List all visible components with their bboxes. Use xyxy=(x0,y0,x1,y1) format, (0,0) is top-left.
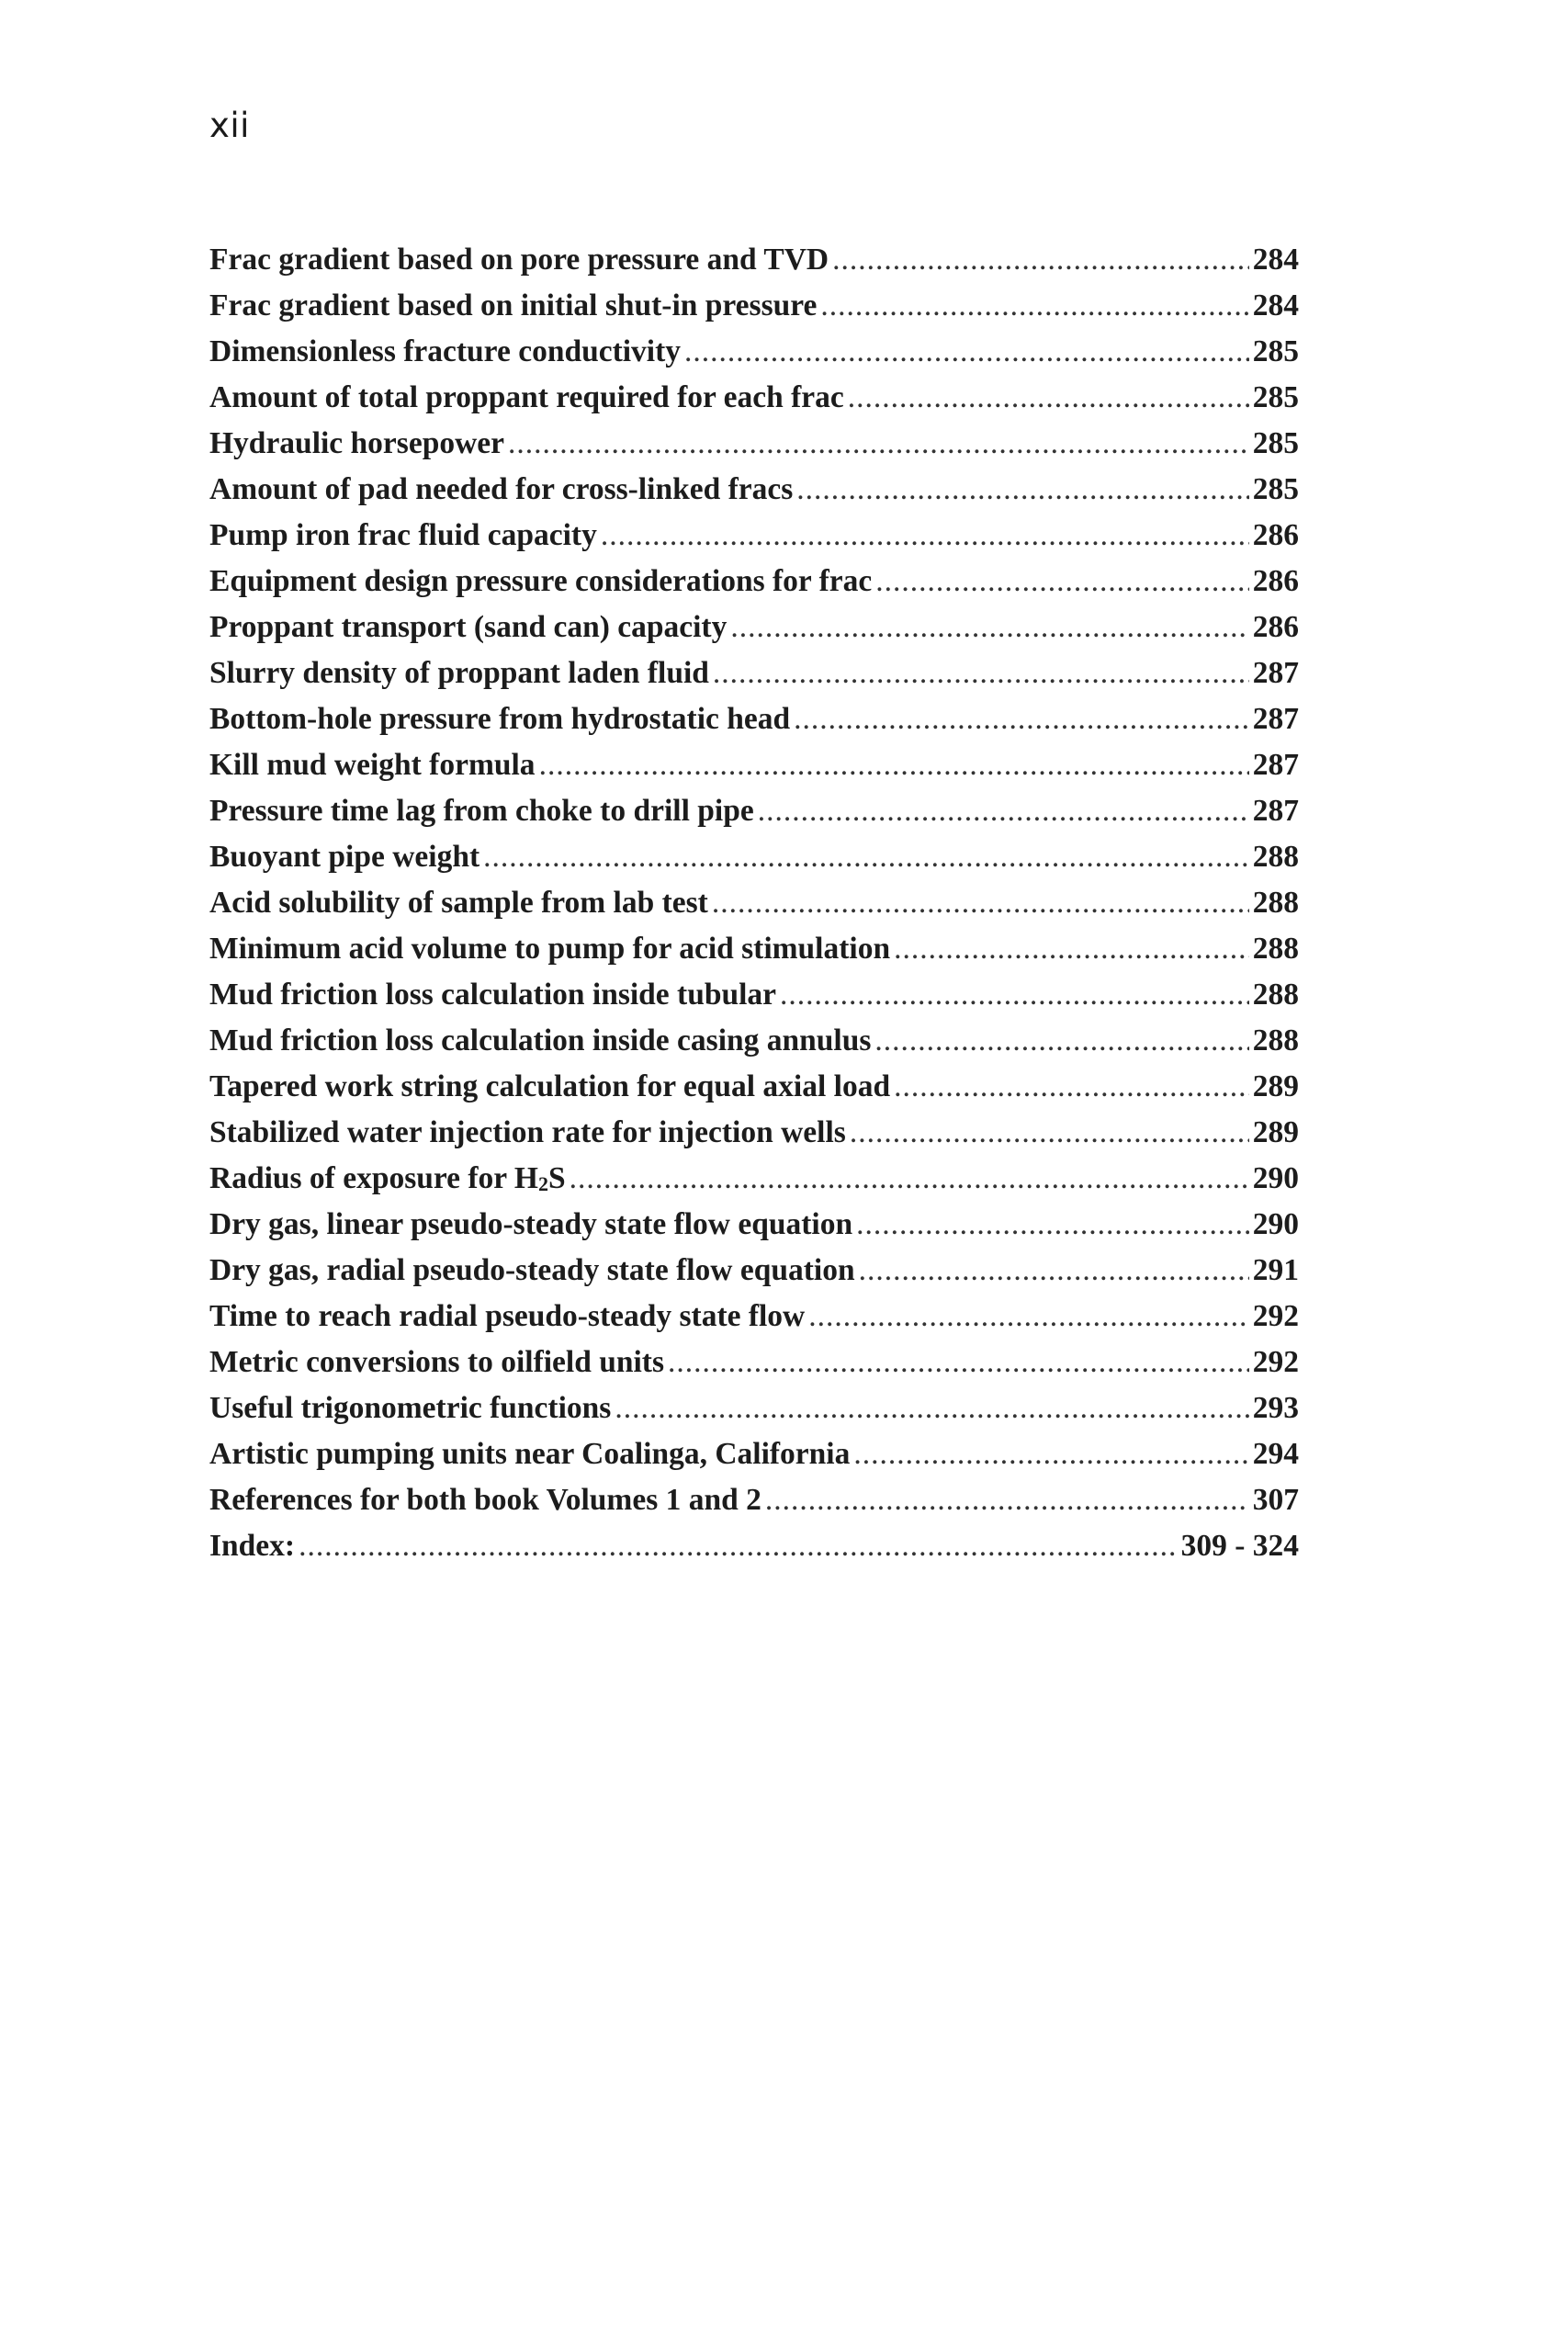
toc-entry-title: Dry gas, linear pseudo-steady state flow equation xyxy=(209,1207,853,1241)
toc-entry-title-prefix: Radius of exposure for H xyxy=(209,1161,538,1195)
toc-entry-page: 307 xyxy=(1252,1483,1299,1517)
toc-entry-title: Minimum acid volume to pump for acid stimulation xyxy=(209,932,891,966)
toc-entry xyxy=(209,467,1299,513)
toc-leader-dots xyxy=(483,834,1249,880)
toc-entry xyxy=(209,605,1299,650)
toc-entry-title: Mud friction loss calculation inside tubular xyxy=(209,978,777,1012)
toc-entry xyxy=(209,1431,1299,1477)
toc-entry-page: 289 xyxy=(1252,1115,1299,1149)
toc-leader-dots xyxy=(832,237,1249,283)
toc-leader-dots xyxy=(780,972,1249,1018)
toc-entry-title: Useful trigonometric functions xyxy=(209,1391,612,1425)
toc-entry-page: 286 xyxy=(1252,610,1299,644)
toc-entry-title: Bottom-hole pressure from hydrostatic head xyxy=(209,702,791,736)
toc-entry-page: 288 xyxy=(1252,932,1299,966)
toc-entry xyxy=(209,1018,1299,1064)
toc-entry-page: 289 xyxy=(1252,1069,1299,1103)
toc-entry xyxy=(209,788,1299,834)
toc-leader-dots xyxy=(570,1156,1249,1202)
toc-leader-dots xyxy=(808,1294,1249,1340)
toc-entry-title: Frac gradient based on pore pressure and TVD xyxy=(209,243,829,277)
toc-entry xyxy=(209,1340,1299,1385)
toc-leader-dots xyxy=(894,926,1249,972)
toc-leader-dots xyxy=(894,1064,1249,1110)
toc-entry-title-subscript: 2 xyxy=(537,1172,548,1195)
toc-entry xyxy=(209,1248,1299,1294)
toc-entry-page: 287 xyxy=(1252,748,1299,782)
toc-entry xyxy=(209,559,1299,605)
toc-entry-page: 288 xyxy=(1252,1023,1299,1057)
toc-entry-title: Dimensionless fracture conductivity xyxy=(209,334,682,368)
toc-entry-page: 285 xyxy=(1252,334,1299,368)
toc-entry-title: Pressure time lag from choke to drill pipe xyxy=(209,794,754,828)
toc-entry-page: 286 xyxy=(1252,564,1299,598)
toc-entry xyxy=(209,834,1299,880)
toc-entry xyxy=(209,696,1299,742)
toc-entry-page: 285 xyxy=(1252,472,1299,506)
toc-entry xyxy=(209,237,1299,283)
toc-leader-dots xyxy=(601,513,1249,559)
toc-entry xyxy=(209,1202,1299,1248)
toc-entry xyxy=(209,513,1299,559)
toc-leader-dots xyxy=(820,283,1248,329)
toc-entry-title-suffix: S xyxy=(547,1161,566,1195)
toc-entry-page: 288 xyxy=(1252,840,1299,874)
toc-entry xyxy=(209,972,1299,1018)
toc-entry-page: 290 xyxy=(1252,1161,1299,1195)
toc-entry-title: Hydraulic horsepower xyxy=(209,426,505,460)
toc-leader-dots xyxy=(848,375,1249,421)
toc-entry-page: 288 xyxy=(1252,978,1299,1012)
toc-entry-title xyxy=(209,1156,566,1202)
toc-leader-dots xyxy=(730,605,1248,650)
toc-entry-title: Slurry density of proppant laden fluid xyxy=(209,656,709,690)
toc-entry-page: 294 xyxy=(1252,1437,1299,1471)
toc-entry-page: 292 xyxy=(1252,1345,1299,1379)
toc-entry xyxy=(209,1523,1299,1569)
toc-leader-dots xyxy=(853,1431,1248,1477)
toc-entry-page: 285 xyxy=(1252,426,1299,460)
toc-leader-dots xyxy=(850,1110,1249,1156)
toc-leader-dots xyxy=(668,1340,1249,1385)
toc-leader-dots xyxy=(508,421,1249,467)
toc-entry xyxy=(209,329,1299,375)
toc-entry-page: 286 xyxy=(1252,518,1299,552)
toc-entry-page: 284 xyxy=(1252,243,1299,277)
toc-entry xyxy=(209,742,1299,788)
toc-leader-dots xyxy=(856,1202,1249,1248)
toc-leader-dots xyxy=(794,696,1249,742)
toc-entry xyxy=(209,1294,1299,1340)
toc-leader-dots xyxy=(684,329,1249,375)
toc-entry-page: 287 xyxy=(1252,794,1299,828)
toc-leader-dots xyxy=(615,1385,1248,1431)
toc-entry-title: Acid solubility of sample from lab test xyxy=(209,886,708,920)
toc-entry-title: Tapered work string calculation for equal axial load xyxy=(209,1069,891,1103)
toc-entry xyxy=(209,1385,1299,1431)
toc-entry xyxy=(209,1156,1299,1202)
toc-entry xyxy=(209,375,1299,421)
toc-entry xyxy=(209,1110,1299,1156)
toc-leader-dots xyxy=(874,1018,1248,1064)
toc-leader-dots xyxy=(758,788,1249,834)
toc-leader-dots xyxy=(796,467,1248,513)
toc-entry-page: 284 xyxy=(1252,288,1299,322)
toc-entry-page: 288 xyxy=(1252,886,1299,920)
toc-entry xyxy=(209,880,1299,926)
toc-entry xyxy=(209,1477,1299,1523)
toc-entry-title: Index: xyxy=(209,1529,296,1563)
toc-entry xyxy=(209,926,1299,972)
toc-leader-dots xyxy=(299,1523,1178,1569)
toc-entry-title: Amount of total proppant required for each frac xyxy=(209,380,844,414)
toc-entry-page: 309 - 324 xyxy=(1180,1529,1299,1563)
toc-entry-page: 285 xyxy=(1252,380,1299,414)
toc-entry-page: 287 xyxy=(1252,656,1299,690)
toc-entry xyxy=(209,1064,1299,1110)
toc-entry-page: 291 xyxy=(1252,1253,1299,1287)
toc-leader-dots xyxy=(539,742,1249,788)
toc-entry-page: 293 xyxy=(1252,1391,1299,1425)
toc-entry-page: 287 xyxy=(1252,702,1299,736)
toc-entry-title: Equipment design pressure considerations for frac xyxy=(209,564,873,598)
toc-entry-page: 292 xyxy=(1252,1299,1299,1333)
toc-entry-title: Metric conversions to oilfield units xyxy=(209,1345,664,1379)
toc-entry-title: Stabilized water injection rate for injection wells xyxy=(209,1115,846,1149)
toc-entry-title: Time to reach radial pseudo-steady state flow xyxy=(209,1299,806,1333)
toc-entry-title: Dry gas, radial pseudo-steady state flow equation xyxy=(209,1253,855,1287)
toc-entry-title: Mud friction loss calculation inside casing annulus xyxy=(209,1023,872,1057)
table-of-contents xyxy=(209,237,1299,1569)
toc-entry-title: Artistic pumping units near Coalinga, California xyxy=(209,1437,851,1471)
page-number: xii xyxy=(209,106,250,145)
toc-entry-title: Frac gradient based on initial shut-in pressure xyxy=(209,288,818,322)
toc-entry xyxy=(209,421,1299,467)
toc-entry-title: Pump iron frac fluid capacity xyxy=(209,518,597,552)
toc-leader-dots xyxy=(765,1477,1249,1523)
toc-entry-title: Amount of pad needed for cross-linked fracs xyxy=(209,472,794,506)
toc-entry-title: References for both book Volumes 1 and 2 xyxy=(209,1483,761,1517)
toc-leader-dots xyxy=(859,1248,1249,1294)
toc-entry-title: Buoyant pipe weight xyxy=(209,840,480,874)
toc-entry-title: Kill mud weight formula xyxy=(209,748,536,782)
toc-entry xyxy=(209,650,1299,696)
toc-entry-title: Proppant transport (sand can) capacity xyxy=(209,610,728,644)
toc-leader-dots xyxy=(712,880,1249,926)
toc-entry-page: 290 xyxy=(1252,1207,1299,1241)
toc-leader-dots xyxy=(713,650,1249,696)
toc-leader-dots xyxy=(875,559,1249,605)
toc-entry xyxy=(209,283,1299,329)
